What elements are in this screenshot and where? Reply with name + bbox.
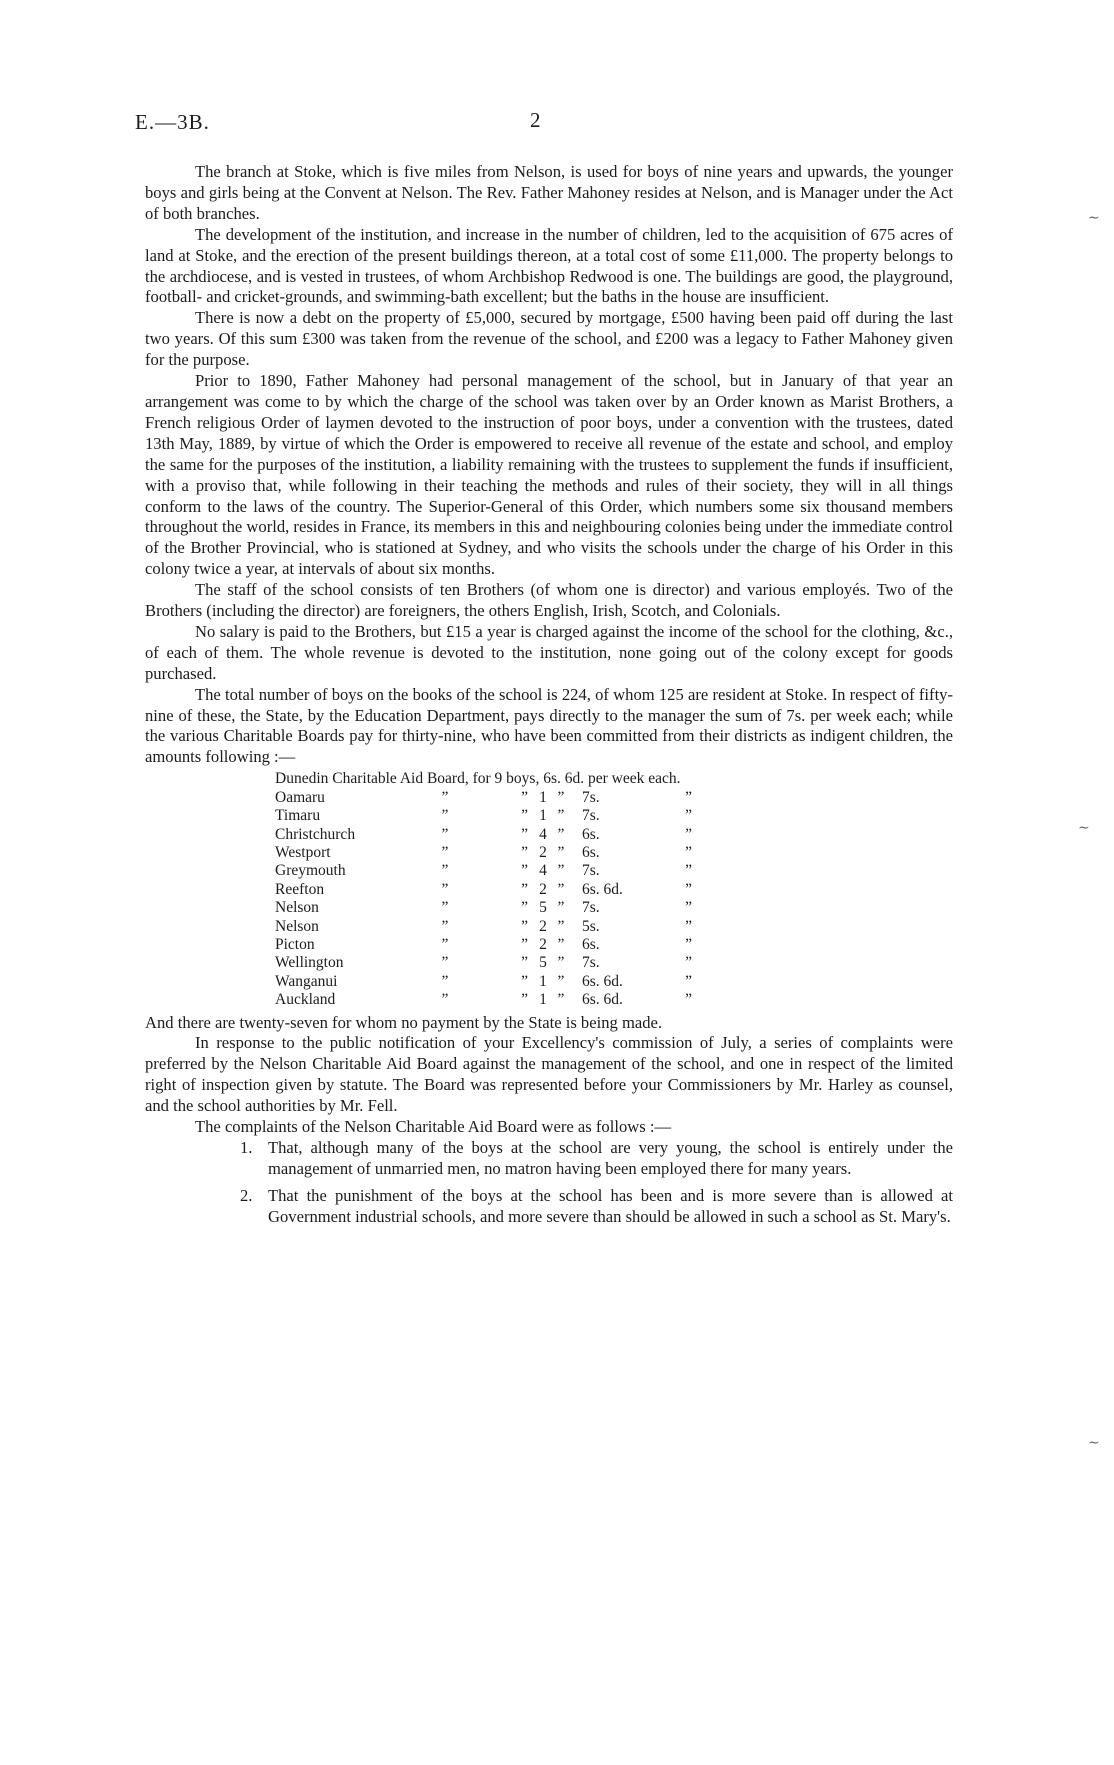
ditto-mark: ” [441,880,449,898]
table-row [275,881,692,899]
margin-mark: ∼ [1088,1436,1100,1451]
ditto-mark: ” [521,825,528,843]
ditto-mark: ” [557,935,565,953]
table-cell-boys: 1 [539,807,547,825]
paragraph: In response to the public notification of your Excellency's commission of July, a series of complaints were preferred by the Nelson Charitable Aid Board against the management of the school, and one in respect of the limited right of inspection given by statute. The Board was represented before your Commissioners by Mr. Harley as counsel, and the school authorities by Mr. Fell. [145,1033,953,1116]
ditto-mark: ” [441,899,449,917]
document-reference: E.—3B. [135,110,210,134]
list-item-number: 2. [240,1185,253,1205]
table-cell-rate: 6s. 6d. [582,972,623,990]
table-row [275,844,692,862]
table-cell-boys: 4 [539,862,547,880]
ditto-mark: ” [685,991,692,1009]
paragraph: There is now a debt on the property of £5,000, secured by mortgage, £500 having been paid off during the last two years. Of this sum £300 was taken from the revenue of the school, and £200 was a legacy to Father Mahoney given for the purpose. [145,308,953,370]
page-number: 2 [530,108,541,132]
table-cell-town: Wellington [275,954,344,972]
ditto-mark: ” [557,862,565,880]
table-cell-boys: 1 [539,972,547,990]
ditto-mark: ” [685,788,692,806]
table-cell-town: Wanganui [275,972,338,990]
table-cell-boys: 2 [539,843,547,861]
table-row [275,918,692,936]
ditto-mark: ” [685,825,692,843]
table-cell-rate: 6s. 6d. [582,880,623,898]
table-cell-boys: 4 [539,825,547,843]
list-item-text: That, although many of the boys at the school are very young, the school is entirely under the management of unmarried men, no matron having been employed there for many years. [268,1138,953,1178]
table-cell-town: Auckland [275,991,336,1009]
complaints-list [240,1138,953,1228]
ditto-mark: ” [557,954,565,972]
table-row [275,789,692,807]
ditto-mark: ” [685,935,692,953]
table-cell-town: Oamaru [275,788,325,806]
table-cell-town: Westport [275,843,331,861]
aid-rows [275,789,692,1010]
table-cell-rate: 6s. [582,935,600,953]
table-cell-boys: 2 [539,880,547,898]
table-cell-boys: 5 [539,954,547,972]
table-cell-town: Picton [275,935,315,953]
document-body [145,162,953,1234]
ditto-mark: ” [521,899,528,917]
paragraph: No salary is paid to the Brothers, but £15 a year is charged against the income of the school for the clothing, &c., of each of them. The whole revenue is devoted to the institution, none going out of the colony except for goods purchased. [145,621,953,683]
margin-mark: ∼ [1088,211,1100,226]
table-row [275,826,692,844]
table-cell-town: Nelson [275,899,319,917]
table-cell-rate: 7s. [582,807,600,825]
table-row [275,770,692,788]
ditto-mark: ” [557,899,565,917]
ditto-mark: ” [521,991,528,1009]
table-cell-town: Greymouth [275,862,346,880]
paragraph: The development of the institution, and increase in the number of children, led to the acquisition of 675 acres of land at Stoke, and the erection of the present buildings thereon, at a total cost of some £11,000. The property belongs to the archdiocese, and is vested in trustees, of whom Archbishop Redwood is one. The buildings are good, the playground, football- and cricket-grounds, and swimming-bath excellent; but the baths in the house are insufficient. [145,224,953,307]
ditto-mark: ” [521,954,528,972]
table-cell-boys: 1 [539,991,547,1009]
table-row [275,954,692,972]
paragraph: The branch at Stoke, which is five miles from Nelson, is used for boys of nine years and upwards, the younger boys and girls being at the Convent at Nelson. The Rev. Father Mahoney resides at Nelson, and is Manager under the Act of both branches. [145,162,953,223]
ditto-mark: ” [441,807,449,825]
ditto-mark: ” [521,880,528,898]
ditto-mark: ” [557,843,565,861]
table-cell-town: Nelson [275,917,319,935]
table-cell-boys: 2 [539,917,547,935]
ditto-mark: ” [441,991,449,1009]
ditto-mark: ” [441,954,449,972]
ditto-mark: ” [557,807,565,825]
ditto-mark: ” [521,917,528,935]
table-row [275,807,692,825]
table-cell-rate: 6s. 6d. [582,991,623,1009]
ditto-mark: ” [685,917,692,935]
ditto-mark: ” [441,788,449,806]
page-header [135,110,955,150]
table-cell-rate: 7s. [582,899,600,917]
table-cell-rate: 7s. [582,954,600,972]
table-cell-rate: 6s. [582,843,600,861]
ditto-mark: ” [685,807,692,825]
charitable-aid-table [275,770,692,1009]
ditto-mark: ” [441,825,449,843]
table-cell-rate: 7s. [582,788,600,806]
paragraph: Prior to 1890, Father Mahoney had personal management of the school, but in January of that year an arrangement was come to by which the charge of the school was taken over by an Order known as Marist Brothers, a French religious Order of laymen devoted to the instruction of poor boys, under a convention with the trustees, dated 13th May, 1889, by virtue of which the Order is empowered to receive all revenue of the estate and school, and employ the same for the purposes of the institution, a liability remaining with the trustees to supplement the funds if insufficient, with a proviso that, while following in their teaching the methods and rules of their society, they will in all things conform to the laws of the country. The Superior-General of this Order, which numbers some six thousand members throughout the world, resides in France, its members in this and neighbouring colonies being under the immediate control of the Brother Provincial, who is stationed at Sydney, and who visits the schools under the charge of his Order in this colony twice a year, at intervals of about six months. [145,371,953,579]
ditto-mark: ” [557,972,565,990]
list-item-number: 1. [240,1138,253,1157]
ditto-mark: ” [521,972,528,990]
table-cell-boys: 5 [539,899,547,917]
list-item [240,1186,953,1228]
ditto-mark: ” [557,880,565,898]
ditto-mark: ” [521,843,528,861]
ditto-mark: ” [441,843,449,861]
table-cell-boys: 2 [539,935,547,953]
ditto-mark: ” [685,954,692,972]
ditto-mark: ” [521,788,528,806]
ditto-mark: ” [521,862,528,880]
table-first-row: Dunedin Charitable Aid Board, for 9 boys, 6s. 6d. per week each. [275,770,681,788]
ditto-mark: ” [685,862,692,880]
table-row [275,936,692,954]
ditto-mark: ” [685,843,692,861]
ditto-mark: ” [685,880,692,898]
table-cell-rate: 6s. [582,825,600,843]
ditto-mark: ” [521,807,528,825]
table-cell-rate: 5s. [582,917,600,935]
ditto-mark: ” [521,935,528,953]
ditto-mark: ” [685,899,692,917]
table-cell-town: Reefton [275,880,325,898]
list-item-text: That the punishment of the boys at the school has been and is more severe than is allowed at Government industrial schools, and more severe than should be allowed in such a school as St. Mary's. [268,1185,953,1226]
table-cell-town: Timaru [275,807,321,825]
ditto-mark: ” [557,917,565,935]
table-cell-rate: 7s. [582,862,600,880]
margin-mark: ∼ [1078,821,1090,836]
paragraph: And there are twenty-seven for whom no payment by the State is being made. [145,1012,663,1032]
paragraph: The staff of the school consists of ten Brothers (of whom one is director) and various employés. Two of the Brothers (including the director) are foreigners, the others English, Irish, Scotch, and Colonials. [145,580,953,621]
ditto-mark: ” [441,917,449,935]
ditto-mark: ” [557,825,565,843]
ditto-mark: ” [557,991,565,1009]
ditto-mark: ” [557,788,565,806]
paragraph: The total number of boys on the books of the school is 224, of whom 125 are resident at Stoke. In respect of fifty-nine of these, the State, by the Education Department, pays directly to the manager the sum of 7s. per week each; while the various Charitable Boards pay for thirty-nine, who have been committed from their districts as indigent children, the amounts following :— [145,684,953,767]
ditto-mark: ” [441,935,449,953]
table-row [275,899,692,917]
table-cell-town: Christchurch [275,825,356,843]
ditto-mark: ” [441,972,449,990]
ditto-mark: ” [441,862,449,880]
table-cell-boys: 1 [539,788,547,806]
ditto-mark: ” [685,972,692,990]
table-row [275,973,692,991]
list-item [240,1138,953,1180]
paragraph: The complaints of the Nelson Charitable Aid Board were as follows :— [195,1117,672,1137]
table-row [275,991,692,1009]
table-row [275,862,692,880]
